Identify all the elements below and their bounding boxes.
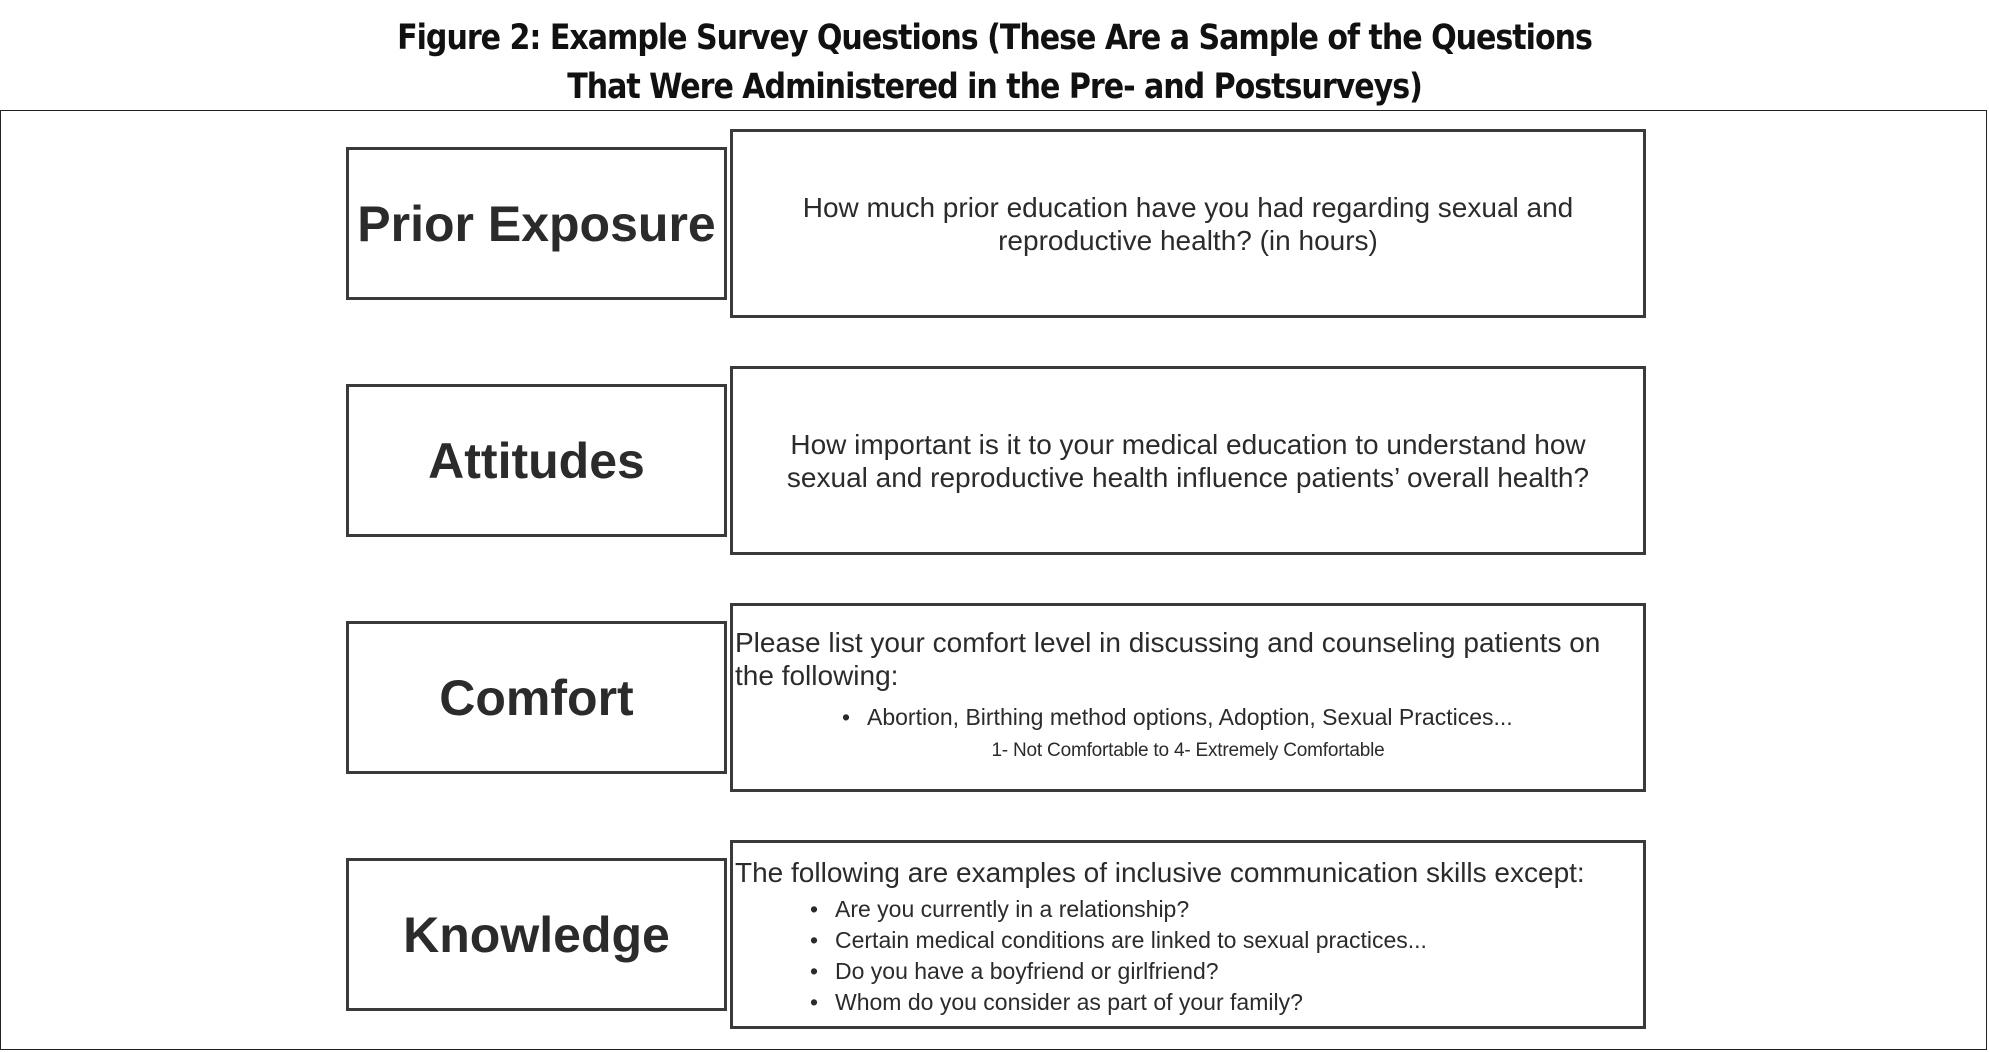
comfort-scale-note: 1- Not Comfortable to 4- Extremely Comfortable xyxy=(991,740,1385,761)
comfort-label-box xyxy=(346,621,727,774)
comfort-options-list xyxy=(867,702,1643,733)
knowledge-label-box xyxy=(346,858,727,1011)
comfort-question-box xyxy=(730,603,1646,792)
comfort-label: Comfort xyxy=(439,669,634,726)
prior-exposure-label: Prior Exposure xyxy=(357,195,716,252)
prior-exposure-question: How much prior education have you had regarding sexual and reproductive health? (in hours) xyxy=(802,191,1574,256)
attitudes-label-box xyxy=(346,384,727,537)
attitudes-question-box xyxy=(730,366,1646,555)
comfort-question: Please list your comfort level in discussing and counseling patients on the following: xyxy=(735,627,1601,691)
list-item: • Whom do you consider as part of your family? xyxy=(835,987,1643,1018)
figure-title xyxy=(139,14,1850,112)
knowledge-label: Knowledge xyxy=(403,906,670,963)
figure-title-line-1: Figure 2: Example Survey Questions (These Are a Sample of the Questions xyxy=(397,18,1592,58)
prior-exposure-label-box xyxy=(346,147,727,300)
list-item: • Are you currently in a relationship? xyxy=(835,894,1643,925)
attitudes-label: Attitudes xyxy=(428,432,645,489)
list-item: • Certain medical conditions are linked to sexual practices... xyxy=(835,925,1643,956)
figure-title-line-2: That Were Administered in the Pre- and Postsurveys) xyxy=(567,67,1422,107)
knowledge-options-list xyxy=(835,894,1643,1018)
list-item: • Do you have a boyfriend or girlfriend? xyxy=(835,956,1643,987)
prior-exposure-question-box xyxy=(730,129,1646,318)
knowledge-question-box xyxy=(730,840,1646,1029)
attitudes-question: How important is it to your medical education to understand how sexual and reproductive health influence patients’ overall health? xyxy=(786,428,1590,493)
knowledge-question: The following are examples of inclusive communication skills except: xyxy=(735,857,1585,888)
list-item: • Abortion, Birthing method options, Adoption, Sexual Practices... xyxy=(867,702,1643,733)
